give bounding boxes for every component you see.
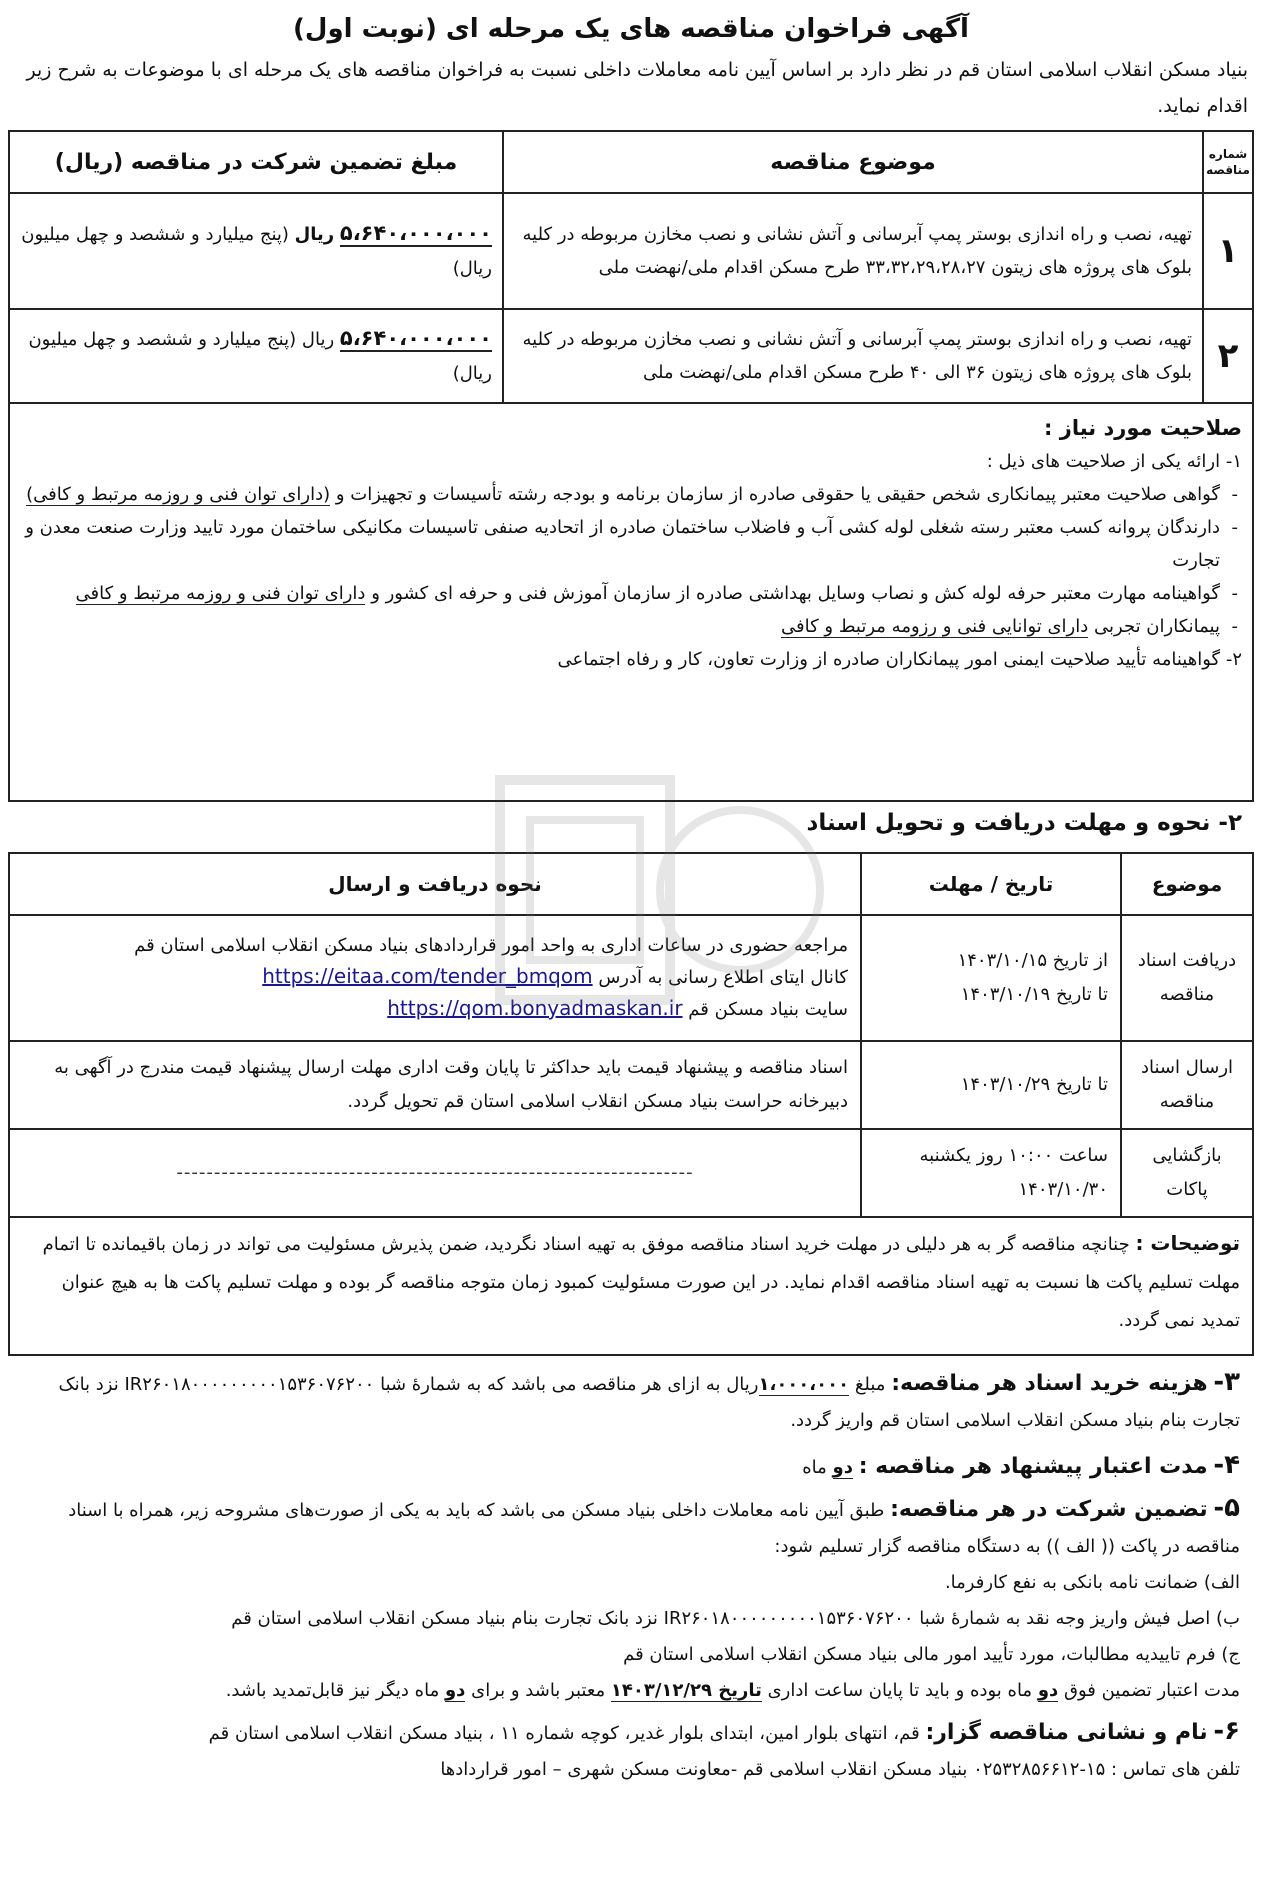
tender-amount <box>9 193 503 309</box>
notice-intro: بنیاد مسکن انقلاب اسلامی استان قم در نظر دارد بر اساس آیین نامه معاملات داخلی نسبت به فراخوان مناقصه های یک مرحله ای با موضوعات به شرح زیر اقدام نماید. <box>26 59 1248 117</box>
section-text: مبلغ <box>854 1374 886 1395</box>
section-number: ۴- <box>1213 1450 1240 1480</box>
row-date <box>861 1129 1121 1217</box>
table-row <box>9 309 1253 403</box>
amount-value: ۵،۶۴۰،۰۰۰،۰۰۰ <box>339 326 492 350</box>
section-text: ماه دیگر نیز قابل‌تمدید باشد. <box>225 1680 440 1701</box>
section-text: نزد بانک تجارت بنام بنیاد مسکن انقلاب اسلامی استان قم <box>231 1608 658 1629</box>
section-heading: نام و نشانی مناقصه گزار: <box>925 1720 1208 1745</box>
amount-value: ۵،۶۴۰،۰۰۰،۰۰۰ <box>339 221 492 245</box>
notice-title: آگهی فراخوان مناقصه های یک مرحله ای (نوبت اول) <box>293 14 969 44</box>
watermark-logo <box>440 760 840 1120</box>
fee-amount: ۱،۰۰۰،۰۰۰ <box>758 1374 850 1395</box>
guarantee-validity <box>22 1673 1240 1709</box>
qualification-bullet <box>20 577 1242 610</box>
notes-text: چنانچه مناقصه گر به هر دلیلی در مهلت خرید اسناد مناقصه موفق به تهیه اسناد نگردید، ضمن پذیرش مسئولیت می تواند در زمان باقیمانده تا اتمام مهلت تسلیم پاکت ها نسبت به تهیه اسناد مناقصه اقدام نماید. در این صورت مسئولیت کمبود زمان متوجه مناقصه گر بوده و مهلت تسلیم پاکت ها به هیچ عنوان تمدید نمی گردد. <box>42 1234 1240 1331</box>
qualification-item: ۲- گواهینامه تأیید صلاحیت ایمنی امور پیمانکاران صادره از وزارت تعاون، کار و رفاه اجتماعی <box>557 649 1242 670</box>
section-text: طبق آیین نامه معاملات داخلی بنیاد مسکن می باشد که باید به یکی از صورت‌های مشروحه زیر، همراه با اسناد مناقصه در پاکت (( الف )) به دستگاه مناقصه گزار تسلیم شود: <box>68 1500 1240 1557</box>
section-text: نزد بانک تجارت بنام بنیاد مسکن انقلاب اسلامی استان قم واریز گردد. <box>58 1374 1240 1431</box>
row-topic: ارسال اسناد مناقصه <box>1121 1041 1253 1129</box>
row-date <box>861 915 1121 1041</box>
validity-date: تاریخ ۱۴۰۳/۱۲/۲۹ <box>610 1680 762 1701</box>
qualifications-heading: صلاحیت مورد نیاز : <box>1044 416 1242 440</box>
tender-number: ۱ <box>1203 193 1253 309</box>
guarantee-option: الف) ضمانت نامه بانکی به نفع کارفرما. <box>944 1572 1240 1593</box>
section-heading: تضمین شرکت در هر مناقصه: <box>890 1497 1208 1522</box>
section-number: ۵- <box>1213 1493 1240 1523</box>
table-header <box>9 131 1253 193</box>
date-to: تا تاریخ ۱۴۰۳/۱۰/۱۹ <box>960 984 1108 1005</box>
qualification-bullet <box>20 610 1242 643</box>
eitaa-link[interactable]: https://eitaa.com/tender_bmqom <box>262 964 593 988</box>
validity-value: دو <box>444 1680 466 1701</box>
tenders-table <box>8 130 1254 404</box>
header-topic: موضوع <box>1121 853 1253 915</box>
method-text: مراجعه حضوری در ساعات اداری به واحد امور قراردادهای بنیاد مسکن انقلاب اسلامی استان قم <box>134 935 848 956</box>
section-text: ماه بوده و باید تا پایان ساعت اداری <box>767 1680 1033 1701</box>
bullet-underlined: دارای توان فنی و روزمه مرتبط و کافی <box>75 583 366 604</box>
bullet-text: گواهی صلاحیت معتبر پیمانکاری شخص حقیقی یا حقوقی صادره از سازمان برنامه و بودجه رشته تأسیسات و تجهیزات و <box>335 484 1220 505</box>
bullet-text: گواهینامه مهارت معتبر حرفه لوله کش و نصاب وسایل بهداشتی صادره از سازمان آموزش فنی و حرفه ای کشور و <box>371 583 1220 604</box>
header-number: شماره مناقصه <box>1203 131 1253 193</box>
section-text: ب) اصل فیش واریز وجه نقد به شمارهٔ شبا <box>919 1608 1240 1629</box>
qualification-bullet <box>20 478 1242 511</box>
section4 <box>8 1439 1254 1486</box>
row-topic: دریافت اسناد مناقصه <box>1121 915 1253 1041</box>
section5-intro <box>22 1490 1240 1565</box>
qualifications-box <box>8 404 1254 802</box>
iban: IR۲۶۰۱۸۰۰۰۰۰۰۰۰۰۱۵۳۶۰۷۶۲۰۰ <box>663 1608 914 1629</box>
section-text: معتبر باشد و برای <box>471 1680 606 1701</box>
tender-number: ۲ <box>1203 309 1253 403</box>
validity-unit: ماه <box>802 1457 827 1478</box>
bullet-underlined: (دارای توان فنی و روزمه مرتبط و کافی) <box>26 484 331 505</box>
amount-words: (پنج میلیارد و ششصد و چهل میلیون ریال) <box>21 224 492 279</box>
table-row <box>9 1129 1253 1217</box>
section-number: ۶- <box>1213 1716 1240 1746</box>
iban: IR۲۶۰۱۸۰۰۰۰۰۰۰۰۰۱۵۳۶۰۷۶۲۰۰ <box>124 1374 375 1395</box>
header-subject: موضوع مناقصه <box>503 131 1203 193</box>
amount-unit: ریال <box>294 224 335 245</box>
bullet-underlined: دارای توانایی فنی و رزومه مرتبط و کافی <box>781 616 1089 637</box>
header-method: نحوه دریافت و ارسال <box>9 853 861 915</box>
header-amount: مبلغ تضمین شرکت در مناقصه (ریال) <box>9 131 503 193</box>
section3 <box>8 1356 1254 1439</box>
amount-words: (پنج میلیارد و ششصد و چهل میلیون ریال) <box>28 329 492 384</box>
guarantee-option <box>22 1601 1240 1637</box>
tender-subject: تهیه، نصب و راه اندازی بوستر پمپ آبرسانی و آتش نشانی و نصب مخازن مربوطه در کلیه بلوک های پروژه های زیتون ۳۳،۳۲،۲۹،۲۸،۲۷ طرح مسکن اقدام ملی/نهضت ملی <box>503 193 1203 309</box>
qualification-item: ۱- ارائه یکی از صلاحیت های ذیل : <box>986 451 1242 472</box>
row-topic: بازگشایی پاکات <box>1121 1129 1253 1217</box>
validity-value: دو <box>832 1457 853 1478</box>
section-heading: مدت اعتبار پیشنهاد هر مناقصه : <box>858 1454 1208 1479</box>
section-heading: هزینه خرید اسناد هر مناقصه: <box>891 1371 1208 1396</box>
amount-unit: ریال <box>301 329 335 350</box>
method-text: کانال ایتای اطلاع رسانی به آدرس <box>598 967 848 988</box>
section-text: مدت اعتبار تضمین فوق <box>1063 1680 1240 1701</box>
row-method: --------------------------------------------------------------------- <box>9 1129 861 1217</box>
date-from: از تاریخ ۱۴۰۳/۱۰/۱۵ <box>957 950 1108 971</box>
date-day: ۱۴۰۳/۱۰/۳۰ <box>1018 1179 1108 1200</box>
section2-title: ۲- نحوه و مهلت دریافت و تحویل اسناد <box>806 810 1242 836</box>
tender-amount <box>9 309 503 403</box>
notes-box <box>8 1218 1254 1356</box>
header-date: تاریخ / مهلت <box>861 853 1121 915</box>
section6-address <box>22 1713 1240 1752</box>
section5 <box>8 1486 1254 1709</box>
section-number: ۳- <box>1213 1367 1240 1397</box>
qualification-bullet: - دارندگان پروانه کسب معتبر رسته شغلی لوله کشی آب و فاضلاب ساختمان صادره از اتحادیه صنفی تاسیسات مکانیکی ساختمان مورد تایید وزارت صنعت معدن و تجارت <box>20 511 1242 577</box>
section-text: ریال به ازای هر مناقصه می باشد که به شمارهٔ شبا <box>380 1374 759 1395</box>
notes-label: توضیحات : <box>1135 1231 1240 1255</box>
website-link[interactable]: https://qom.bonyadmaskan.ir <box>387 996 683 1020</box>
row-date: تا تاریخ ۱۴۰۳/۱۰/۲۹ <box>861 1041 1121 1129</box>
method-text: سایت بنیاد مسکن قم <box>688 999 848 1020</box>
validity-value: دو <box>1037 1680 1059 1701</box>
guarantee-option: ج) فرم تاییدیه مطالبات، مورد تأیید امور مالی بنیاد مسکن انقلاب اسلامی استان قم <box>623 1644 1240 1665</box>
bullet-text: پیمانکاران تجربی <box>1094 616 1220 637</box>
row-method: اسناد مناقصه و پیشنهاد قیمت باید حداکثر تا پایان وقت اداری مهلت ارسال پیشنهاد قیمت مندرج در آگهی به دبیرخانه حراست بنیاد مسکن انقلاب اسلامی استان قم تحویل گردد. <box>9 1041 861 1129</box>
section6 <box>8 1709 1254 1788</box>
table-row <box>9 193 1253 309</box>
address: قم، انتهای بلوار امین، ابتدای بلوار غدیر، کوچه شماره ۱۱ ، بنیاد مسکن انقلاب اسلامی استان قم <box>208 1723 920 1744</box>
date-time: ساعت ۱۰:۰۰ روز یکشنبه <box>919 1145 1108 1166</box>
phone-numbers: تلفن های تماس : ۱۵-۰۲۵۳۲۸۵۶۶۱۲ بنیاد مسکن انقلاب اسلامی قم -معاونت مسکن شهری – امور قراردادها <box>440 1759 1240 1780</box>
tender-subject: تهیه، نصب و راه اندازی بوستر پمپ آبرسانی و آتش نشانی و نصب مخازن مربوطه در کلیه بلوک های پروژه های زیتون ۳۶ الی ۴۰ طرح مسکن اقدام ملی/نهضت ملی <box>503 309 1203 403</box>
